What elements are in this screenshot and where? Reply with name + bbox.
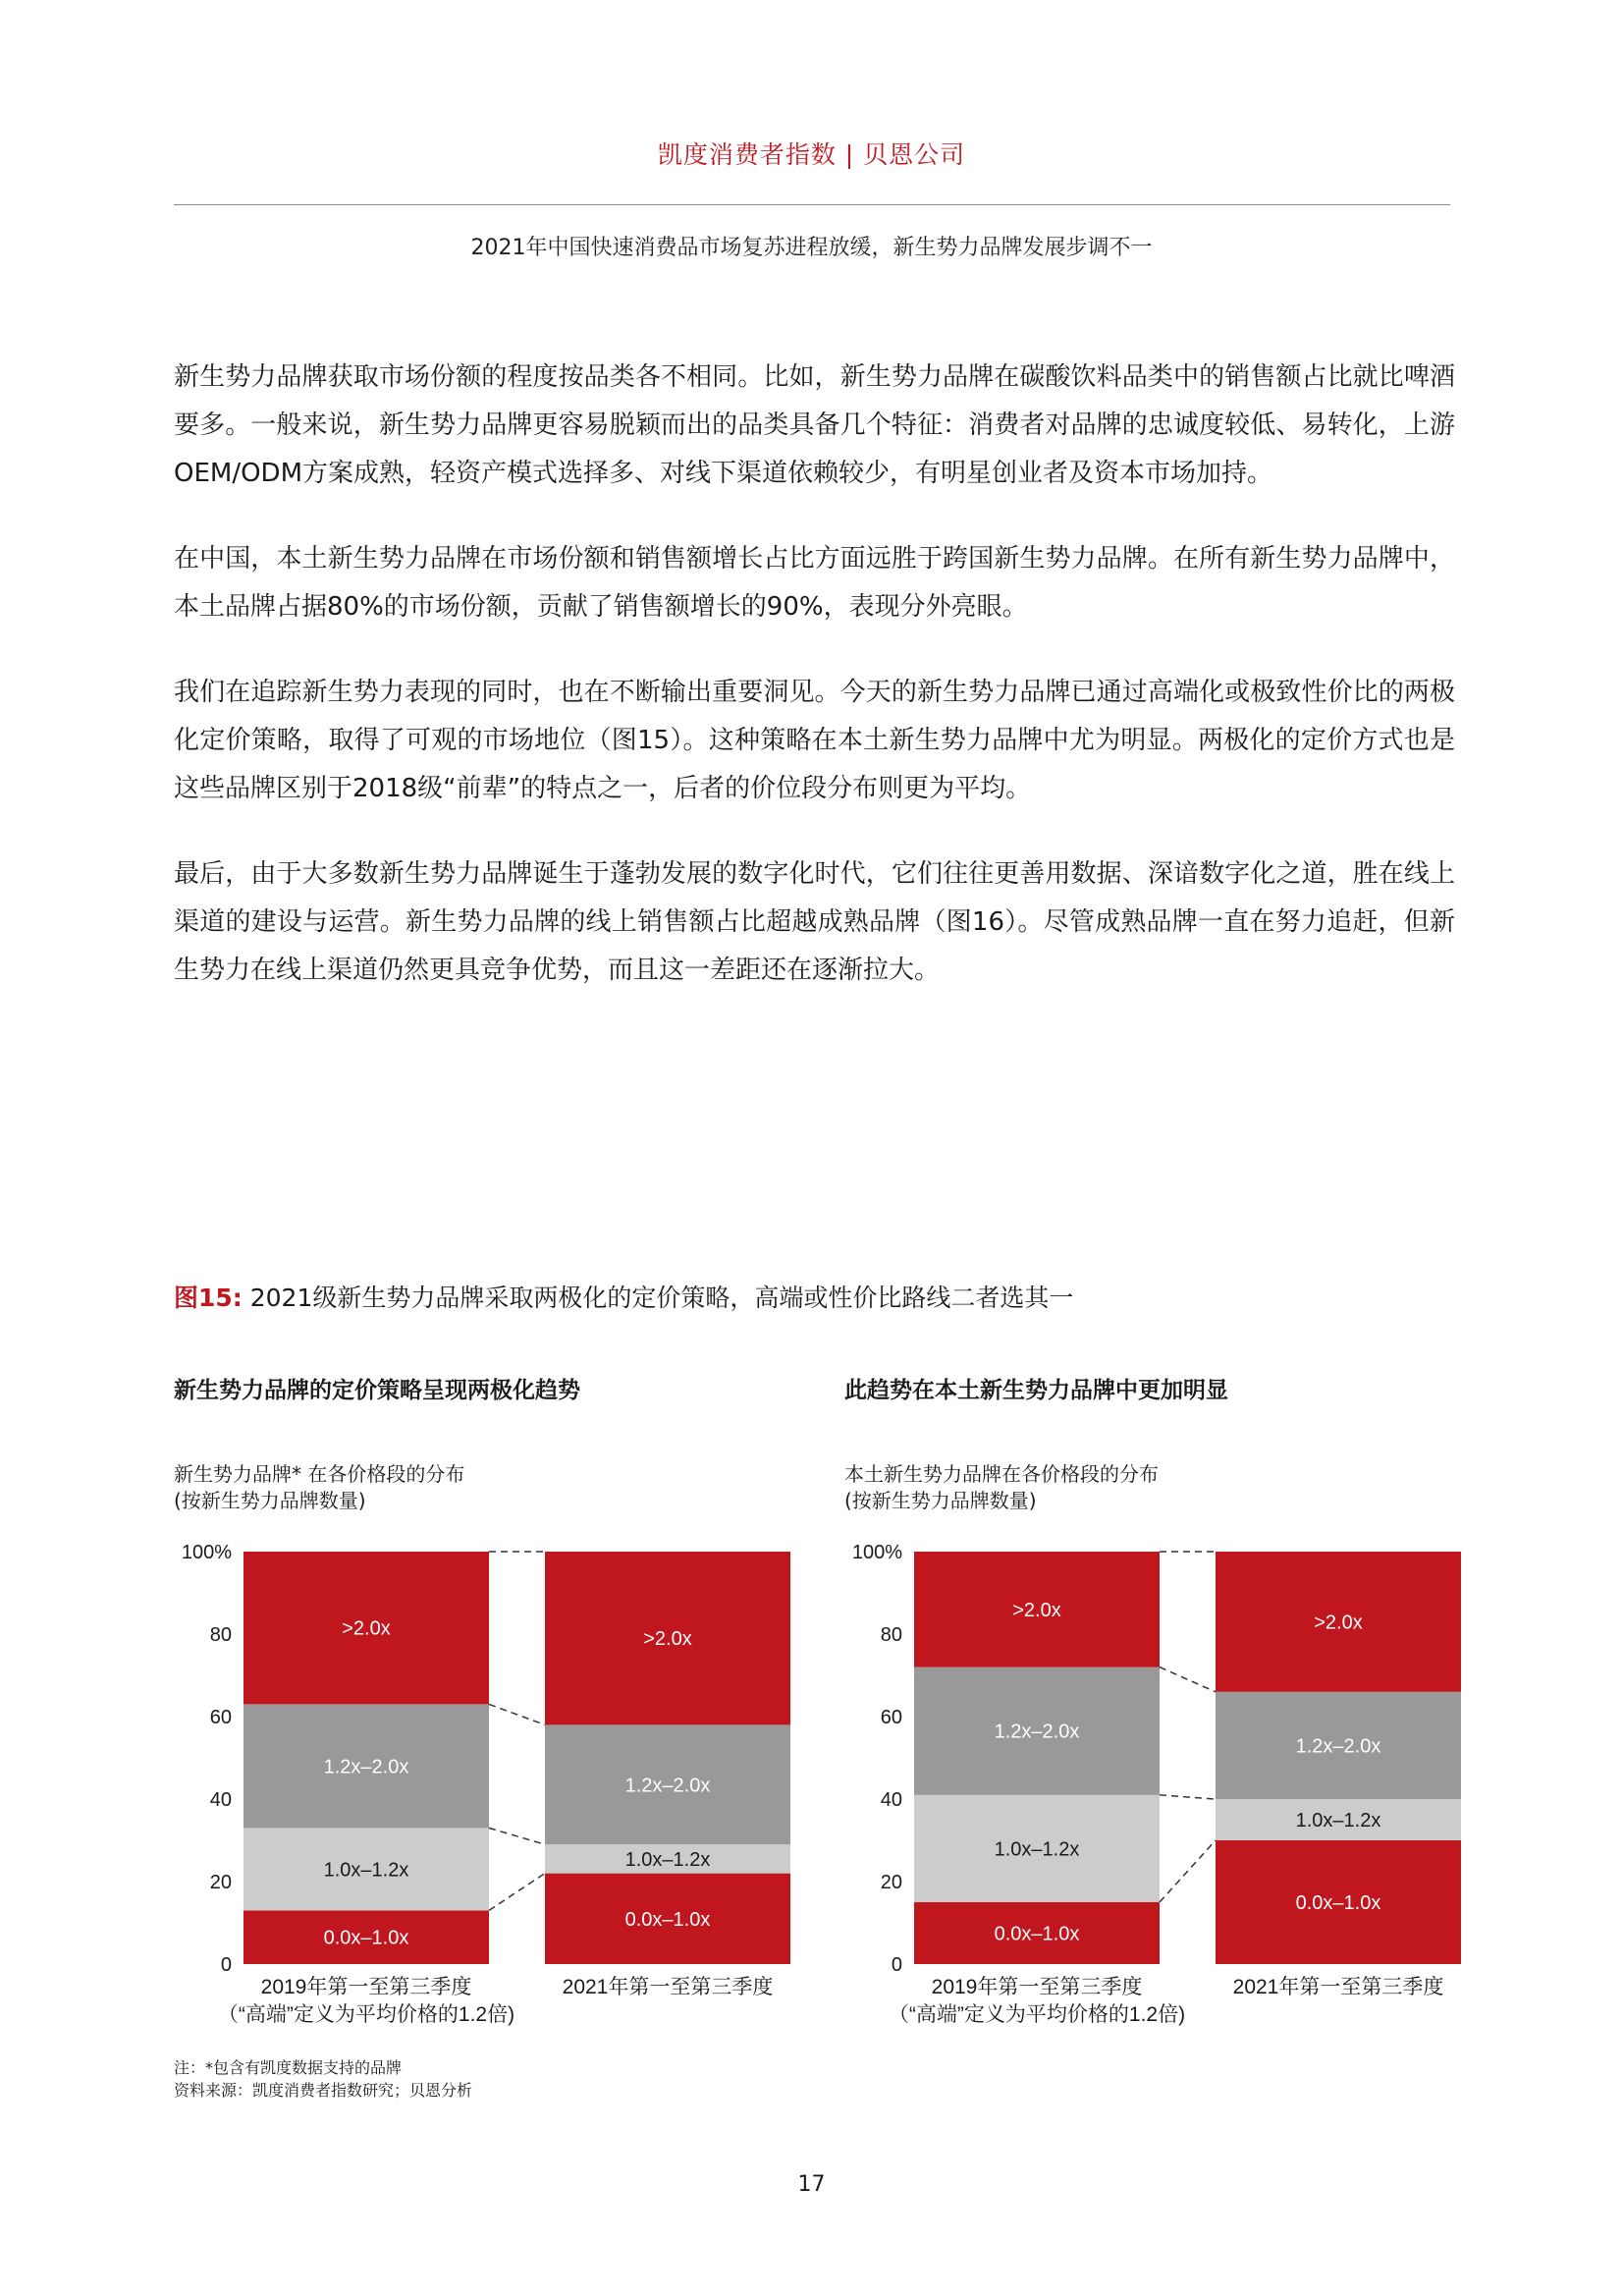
paragraph-2: 在中国，本土新生势力品牌在市场份额和销售额增长占比方面远胜于跨国新生势力品牌。在所有新生势力品牌中，本土品牌占据80%的市场份额，贡献了销售额增长的90%，表现分外亮眼。 [174, 544, 1455, 622]
segment-label: >2.0x [342, 1617, 391, 1640]
segment-label: 1.2x–2.0x [1295, 1735, 1381, 1758]
dashed-connector [489, 1874, 545, 1911]
y-tick-label: 80 [880, 1624, 902, 1646]
y-tick-label: 0 [891, 1954, 902, 1976]
chart-subheading-left [174, 1461, 464, 1514]
stacked-bar-chart-right [828, 1532, 1476, 2052]
note-footnote: 注：*包含有凯度数据支持的品牌 [174, 2058, 403, 2077]
paragraph-3: 我们在追踪新生势力表现的同时，也在不断输出重要洞见。今天的新生势力品牌已通过高端化或极致性价比的两极化定价策略，取得了可观的市场地位（图15）。这种策略在本土新生势力品牌中尤为明显。两极化的定价方式也是这些品牌区别于2018级“前辈”的特点之一，后者的价位段分布则更为平均。 [174, 678, 1455, 803]
y-tick-label: 60 [880, 1707, 902, 1728]
segment-label: 1.2x–2.0x [624, 1775, 711, 1797]
header-brand: 凯度消费者指数 | 贝恩公司 [657, 140, 966, 169]
y-tick-label: 100% [851, 1542, 902, 1563]
chart-subheading-right-line2: (按新生势力品牌数量) [844, 1489, 1037, 1512]
notes [174, 2056, 472, 2102]
segment-label: >2.0x [1314, 1612, 1363, 1634]
segment-label: 0.0x–1.0x [323, 1927, 409, 1949]
y-tick-label: 40 [209, 1789, 232, 1811]
segment-label: 1.0x–1.2x [994, 1838, 1080, 1861]
figure-number: 图15: [174, 1284, 243, 1312]
stacked-bar-chart-left [157, 1532, 805, 2052]
header-divider [174, 204, 1450, 205]
chart-heading-right: 此趋势在本土新生势力品牌中更加明显 [844, 1378, 1228, 1403]
dashed-connector [489, 1704, 545, 1724]
segment-label: 1.2x–2.0x [994, 1721, 1080, 1743]
dashed-connector [1160, 1795, 1216, 1799]
segment-label: 1.0x–1.2x [624, 1848, 711, 1871]
segment-label: 1.0x–1.2x [323, 1859, 409, 1882]
chart-subheading-right-line1: 本土新生势力品牌在各价格段的分布 [844, 1462, 1159, 1486]
chart-heading-left: 新生势力品牌的定价策略呈现两极化趋势 [174, 1378, 580, 1403]
page-number: 17 [797, 2172, 826, 2197]
category-note: （“高端”定义为平均价格的1.2倍) [888, 2003, 1186, 2026]
y-tick-label: 20 [209, 1872, 232, 1893]
chart-subheading-left-line1: 新生势力品牌* 在各价格段的分布 [174, 1462, 465, 1486]
category-label: 2021年第一至第三季度 [1232, 1976, 1444, 1998]
y-tick-label: 80 [209, 1624, 232, 1646]
segment-label: 1.0x–1.2x [1295, 1810, 1381, 1831]
figure-caption: 2021级新生势力品牌采取两极化的定价策略，高端或性价比路线二者选其一 [249, 1284, 1074, 1312]
y-tick-label: 60 [209, 1707, 232, 1728]
segment-label: 0.0x–1.0x [994, 1923, 1080, 1945]
figure-title [174, 1279, 1073, 1314]
segment-label: 0.0x–1.0x [1295, 1892, 1381, 1914]
y-tick-label: 100% [181, 1542, 232, 1563]
segment-label: 0.0x–1.0x [624, 1908, 711, 1931]
category-label: 2021年第一至第三季度 [562, 1976, 774, 1998]
y-tick-label: 0 [220, 1954, 232, 1976]
dashed-connector [1160, 1840, 1216, 1902]
header-subtitle: 2021年中国快速消费品市场复苏进程放缓，新生势力品牌发展步调不一 [470, 236, 1153, 260]
chart-subheading-left-line2: (按新生势力品牌数量) [174, 1489, 366, 1512]
category-note: （“高端”定义为平均价格的1.2倍) [217, 2003, 515, 2026]
note-source: 资料来源：凯度消费者指数研究；贝恩分析 [174, 2081, 473, 2100]
segment-label: >2.0x [643, 1628, 692, 1651]
paragraph-4: 最后，由于大多数新生势力品牌诞生于蓬勃发展的数字化时代，它们往往更善用数据、深谙数字化之道，胜在线上渠道的建设与运营。新生势力品牌的线上销售额占比超越成熟品牌（图16）。尽管成熟品牌一直在努力追赶，但新生势力在线上渠道仍然更具竞争优势，而且这一差距还在逐渐拉大。 [174, 859, 1455, 985]
dashed-connector [1160, 1667, 1216, 1692]
paragraph-1: 新生势力品牌获取市场份额的程度按品类各不相同。比如，新生势力品牌在碳酸饮料品类中的销售额占比就比啤酒要多。一般来说，新生势力品牌更容易脱颖而出的品类具备几个特征：消费者对品牌的忠诚度较低、易转化，上游OEM/ODM方案成熟，轻资产模式选择多、对线下渠道依赖较少，有明星创业者及资本市场加持。 [174, 362, 1455, 488]
category-label: 2019年第一至第三季度 [260, 1976, 472, 1998]
dashed-connector [489, 1828, 545, 1844]
chart-subheading-right [844, 1461, 1159, 1514]
y-tick-label: 20 [880, 1872, 902, 1893]
y-tick-label: 40 [880, 1789, 902, 1811]
segment-label: 1.2x–2.0x [323, 1756, 409, 1778]
category-label: 2019年第一至第三季度 [931, 1976, 1143, 1998]
segment-label: >2.0x [1012, 1599, 1061, 1621]
body-text [174, 354, 1455, 1032]
